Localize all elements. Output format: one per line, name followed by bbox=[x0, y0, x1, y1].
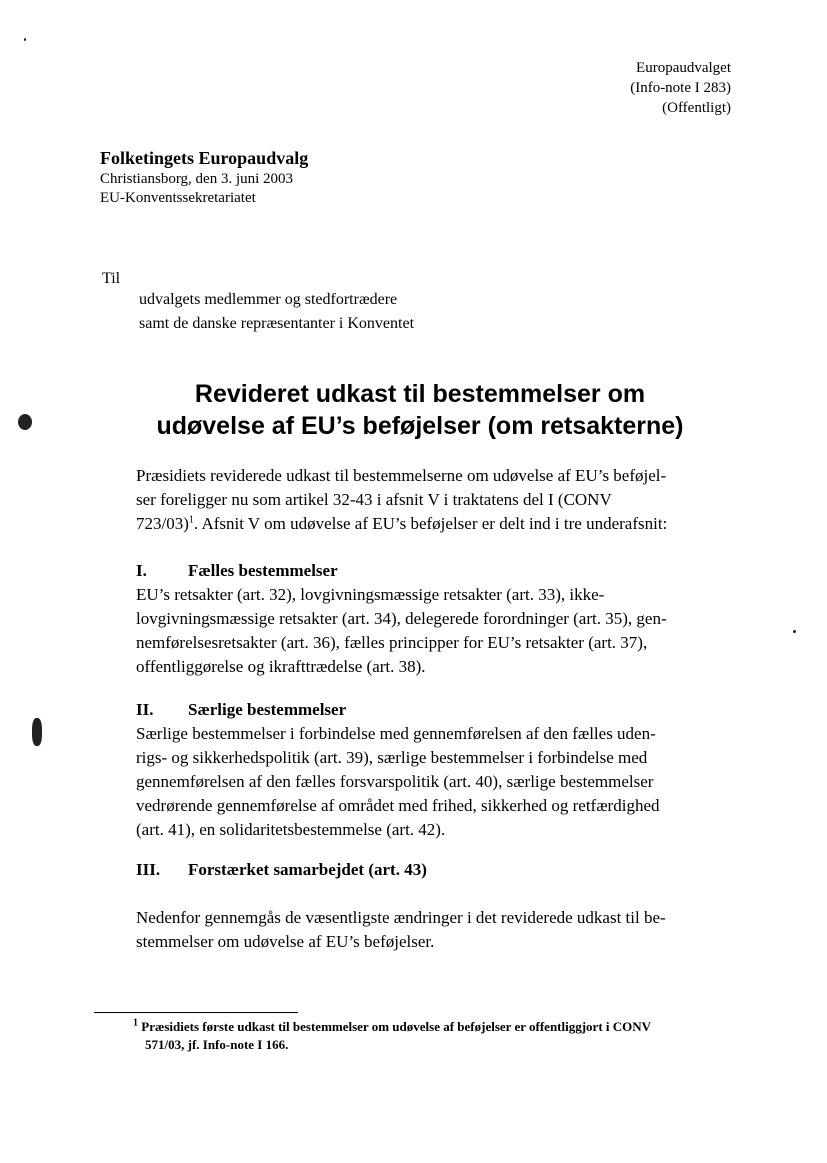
section-enhanced-cooperation bbox=[136, 858, 736, 882]
committee-label: Europaudvalget bbox=[636, 60, 731, 76]
sender-name: Folketingets Europaudvalg bbox=[100, 148, 309, 168]
section-title: Særlige bestemmelser bbox=[188, 700, 347, 719]
section-number: III. bbox=[136, 860, 161, 879]
text-fragment: . Afsnit V om udøvelse af EU’s beføjelser er delt ind i tre underafsnit: bbox=[193, 514, 668, 533]
section-heading bbox=[136, 559, 736, 583]
text-line: rigs- og sikkerhedspolitik (art. 39), særlige bestemmelser i forbindelse med bbox=[136, 748, 648, 767]
section-number: II. bbox=[136, 700, 154, 719]
text-line: lovgivningsmæssige retsakter (art. 34), delegerede forordninger (art. 35), gen- bbox=[136, 609, 667, 628]
text-fragment: 723/03) bbox=[136, 514, 189, 533]
closing-paragraph bbox=[136, 906, 736, 954]
section-title: Forstærket samarbejdet (art. 43) bbox=[188, 860, 427, 879]
title-line: Revideret udkast til bestemmelser om bbox=[194, 380, 646, 408]
footnote-marker: 1 bbox=[133, 1017, 138, 1029]
scan-speck bbox=[18, 414, 32, 430]
public-status: (Offentligt) bbox=[662, 100, 731, 116]
info-note-number: (Info-note I 283) bbox=[630, 80, 731, 96]
section-heading bbox=[136, 858, 736, 882]
text-line: ser foreligger nu som artikel 32-43 i afsnit V i traktatens del I (CONV bbox=[136, 490, 612, 509]
text-line: gennemførelsen af den fælles forsvarspolitik (art. 40), særlige bestemmelser bbox=[136, 772, 654, 791]
text-line: Særlige bestemmelser i forbindelse med gennemførelsen af den fælles uden- bbox=[136, 724, 656, 743]
sender-block bbox=[100, 146, 308, 208]
text-line bbox=[136, 512, 736, 536]
department: EU-Konventssekretariatet bbox=[100, 190, 256, 206]
text-line: offentliggørelse og ikrafttrædelse (art. 38). bbox=[136, 657, 426, 676]
section-special-provisions bbox=[136, 698, 736, 842]
text-line: Nedenfor gennemgås de væsentligste ændringer i det reviderede udkast til be- bbox=[136, 908, 666, 927]
section-common-provisions bbox=[136, 559, 736, 679]
text-line: EU’s retsakter (art. 32), lovgivningsmæssige retsakter (art. 33), ikke- bbox=[136, 585, 605, 604]
document-reference bbox=[630, 58, 731, 118]
text-line: vedrørende gennemførelse af området med frihed, sikkerhed og retfærdighed bbox=[136, 796, 660, 815]
scan-speck bbox=[24, 38, 26, 41]
footnote-line bbox=[133, 1018, 733, 1036]
text-line: Præsidiets reviderede udkast til bestemmelserne om udøvelse af EU’s beføjel- bbox=[136, 466, 667, 485]
text-line: stemmelser om udøvelse af EU’s beføjelser. bbox=[136, 932, 435, 951]
section-heading bbox=[136, 698, 736, 722]
section-number: I. bbox=[136, 561, 147, 580]
footnote-line: 571/03, jf. Info-note I 166. bbox=[145, 1037, 289, 1052]
recipients bbox=[139, 288, 414, 336]
text-line: (art. 41), en solidaritetsbestemmelse (art. 42). bbox=[136, 820, 446, 839]
document-title bbox=[100, 378, 740, 442]
footnote-reference: 1 bbox=[188, 514, 194, 526]
recipients-line: udvalgets medlemmer og stedfortrædere bbox=[139, 291, 398, 308]
section-title: Fælles bestemmelser bbox=[188, 561, 338, 580]
to-label: Til bbox=[102, 270, 121, 287]
place-date: Christiansborg, den 3. juni 2003 bbox=[100, 171, 294, 187]
text-line: nemførelsesretsakter (art. 36), fælles principper for EU’s retsakter (art. 37), bbox=[136, 633, 648, 652]
title-line: udøvelse af EU’s beføjelser (om retsakterne) bbox=[156, 412, 684, 440]
recipients-line: samt de danske repræsentanter i Konventet bbox=[139, 315, 415, 332]
footnote-divider bbox=[94, 1012, 298, 1013]
footnote bbox=[133, 1018, 733, 1054]
scan-speck bbox=[32, 718, 42, 746]
footnote-text: Præsidiets første udkast til bestemmelser om udøvelse af beføjelser er offentliggjort i CONV bbox=[138, 1019, 652, 1034]
scan-speck bbox=[793, 630, 796, 633]
intro-paragraph bbox=[136, 464, 736, 536]
